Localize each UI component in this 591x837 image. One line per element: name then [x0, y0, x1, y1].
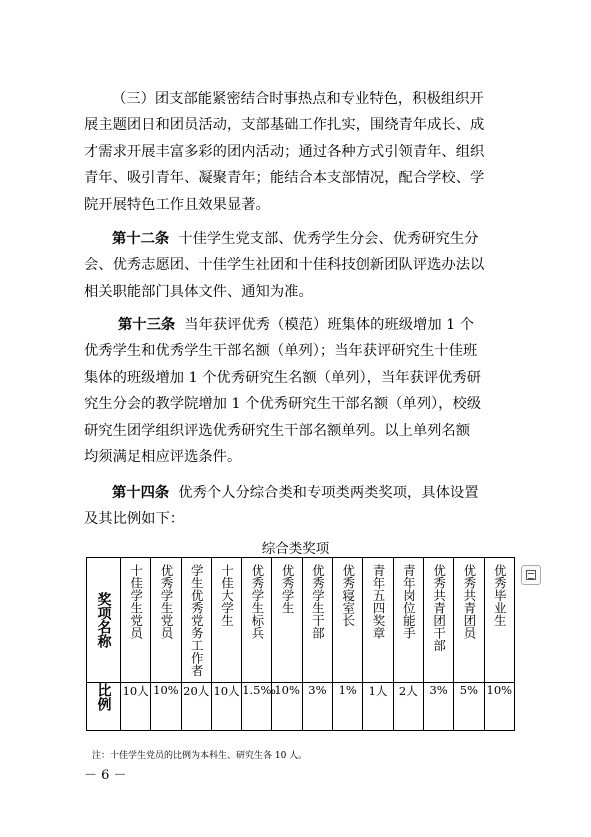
award-name-row	[87, 558, 515, 683]
award-name: 十佳大学生	[219, 564, 235, 627]
text-line: 优秀个人分综合类和专项类两类奖项，具体设置	[178, 485, 479, 501]
award-name-cell	[393, 558, 423, 683]
text-line: 集体的班级增加 1 个优秀研究生名额（单列），当年获评优秀研	[84, 369, 482, 386]
article-heading: 第十四条	[112, 485, 170, 501]
award-name-cell	[302, 558, 332, 683]
award-name: 青年五四奖章	[371, 564, 387, 639]
award-name: 优秀毕业生	[492, 564, 508, 627]
award-name: 优秀寝室长	[340, 564, 356, 627]
award-name: 优秀学生党员	[158, 564, 174, 639]
award-name: 优秀共青团员	[461, 564, 477, 639]
award-ratio: 20人	[181, 683, 211, 731]
page-number: － 6 －	[84, 768, 127, 783]
table-expand-icon[interactable]	[521, 565, 541, 585]
table-note: 注：十佳学生党员的比例为本科生、研究生各 10 人。	[92, 751, 308, 761]
article-fourteen	[84, 480, 522, 533]
award-name: 青年岗位能手	[401, 564, 417, 639]
award-ratio: 3%	[302, 683, 332, 731]
text-line: 均须满足相应评选条件。	[84, 449, 242, 466]
award-ratio: 1%	[333, 683, 363, 731]
award-name: 十佳学生党员	[128, 564, 144, 639]
award-name-cell	[423, 558, 453, 683]
article-thirteen	[84, 312, 522, 470]
award-name-cell	[181, 558, 211, 683]
award-ratio: 10人	[211, 683, 241, 731]
row-label-cell	[87, 558, 121, 683]
award-name-cell	[363, 558, 393, 683]
award-ratio: 10%	[272, 683, 302, 731]
award-ratio: 10人	[121, 683, 151, 731]
award-name-cell	[121, 558, 151, 683]
text-line: 及其比例如下：	[84, 511, 185, 528]
row-label-cell	[87, 683, 121, 731]
award-name: 学生优秀党务工作者	[189, 564, 205, 677]
article-twelve	[84, 226, 522, 305]
award-name: 优秀学生标兵	[249, 564, 265, 639]
award-ratio: 5%	[454, 683, 484, 731]
text-line: 研究生团学组织评选优秀研究生干部名额单列。以上单列名额	[84, 422, 471, 439]
award-ratio: 1.5‰	[242, 683, 272, 731]
table-caption: 综合类奖项	[261, 541, 330, 557]
text-line: 究生分会的教学院增加 1 个优秀研究生干部名额（单列），校级	[84, 396, 482, 413]
article-heading: 第十二条	[112, 231, 170, 247]
award-ratio: 1人	[363, 683, 393, 731]
award-name-cell	[151, 558, 181, 683]
award-name: 优秀学生	[280, 564, 296, 614]
award-name-cell	[333, 558, 363, 683]
text-line: 当年获评优秀（模范）班集体的班级增加 1 个	[184, 317, 475, 333]
text-line: 十佳学生党支部、优秀学生分会、优秀研究生分	[178, 231, 479, 247]
award-ratio: 10%	[151, 683, 181, 731]
text-line: 优秀学生和优秀学生干部名额（单列）；当年获评研究生十佳班	[84, 343, 478, 360]
paragraph-section-three	[84, 86, 522, 218]
ratio-row	[87, 683, 515, 731]
text-line: （三）团支部能紧密结合时事热点和专业特色，积极组织开	[112, 91, 484, 107]
awards-table	[86, 557, 515, 731]
row-label-ratio: 比例	[95, 683, 112, 711]
text-line: 展主题团日和团员活动，支部基础工作扎实，围绕青年成长、成	[84, 117, 485, 134]
row-label-award-name: 奖项名称	[95, 592, 112, 648]
award-name-cell	[211, 558, 241, 683]
award-name-cell	[272, 558, 302, 683]
text-line: 院开展特色工作且效果显著。	[84, 196, 270, 213]
text-line: 相关职能部门具体文件、通知为准。	[84, 283, 313, 300]
award-name: 优秀共青团干部	[431, 564, 447, 652]
award-name-cell	[454, 558, 484, 683]
award-name-cell	[484, 558, 514, 683]
text-line: 才需求开展丰富多彩的团内活动；通过各种方式引领青年、组织	[84, 143, 485, 160]
text-line: 青年、吸引青年、凝聚青年；能结合本支部情况，配合学校、学	[84, 170, 485, 187]
award-ratio: 2人	[393, 683, 423, 731]
award-name-cell	[242, 558, 272, 683]
award-name: 优秀学生干部	[310, 564, 326, 639]
article-heading: 第十三条	[118, 317, 176, 333]
text-line: 会、优秀志愿团、十佳学生社团和十佳科技创新团队评选办法以	[84, 257, 485, 274]
award-ratio: 3%	[423, 683, 453, 731]
award-ratio: 10%	[484, 683, 514, 731]
